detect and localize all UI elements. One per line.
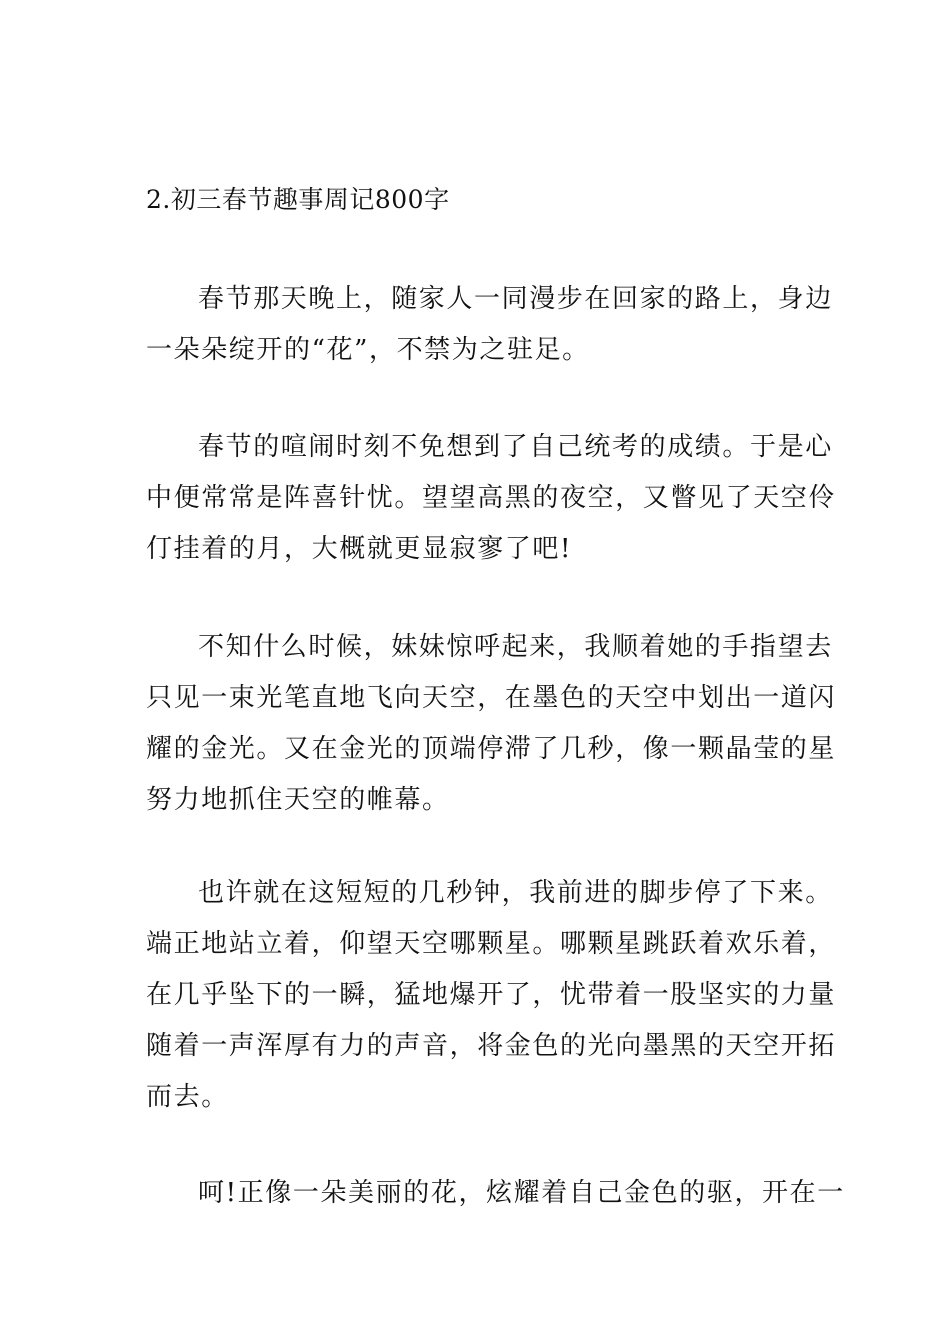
paragraph-line: 不知什么时候，妹妹惊呼起来，我顺着她的手指望去 (198, 632, 833, 662)
paragraph-line: 呵!正像一朵美丽的花，炫耀着自己金色的驱，开在一 (198, 1178, 845, 1208)
paragraph-line: 只见一束光笔直地飞向天空，在墨色的天空中划出一道闪 (146, 683, 837, 713)
paragraph-line: 随着一声浑厚有力的声音，将金色的光向墨黑的天空开拓 (146, 1031, 837, 1061)
paragraph-line: 也许就在这短短的几秒钟，我前进的脚步停了下来。 (198, 878, 833, 908)
document-title: 2.初三春节趣事周记800字 (146, 185, 450, 214)
paragraph-3 (146, 622, 836, 826)
paragraph-line: 一朵朵绽开的“花”，不禁为之驻足。 (146, 335, 590, 365)
paragraph-line: 端正地站立着，仰望天空哪颗星。哪颗星跳跃着欢乐着， (146, 929, 837, 959)
paragraph-line: 春节的喧闹时刻不免想到了自己统考的成绩。于是心 (198, 432, 833, 462)
paragraph-4 (146, 868, 836, 1123)
paragraph-line: 在几乎坠下的一瞬，猛地爆开了，忧带着一股坚实的力量 (146, 980, 837, 1010)
paragraph-line: 而去。 (146, 1082, 229, 1112)
paragraph-line: 仃挂着的月，大概就更显寂寥了吧! (146, 534, 573, 564)
paragraph-line: 耀的金光。又在金光的顶端停滞了几秒，像一颗晶莹的星 (146, 734, 837, 764)
paragraph-line: 春节那天晚上，随家人一同漫步在回家的路上，身边 (198, 284, 833, 314)
paragraph-line: 中便常常是阵喜针忧。望望高黑的夜空，又瞥见了天空伶 (146, 483, 837, 513)
paragraph-1 (146, 274, 833, 376)
paragraph-line: 努力地抓住天空的帷幕。 (146, 785, 450, 815)
paragraph-5 (146, 1168, 845, 1219)
paragraph-2 (146, 422, 836, 575)
